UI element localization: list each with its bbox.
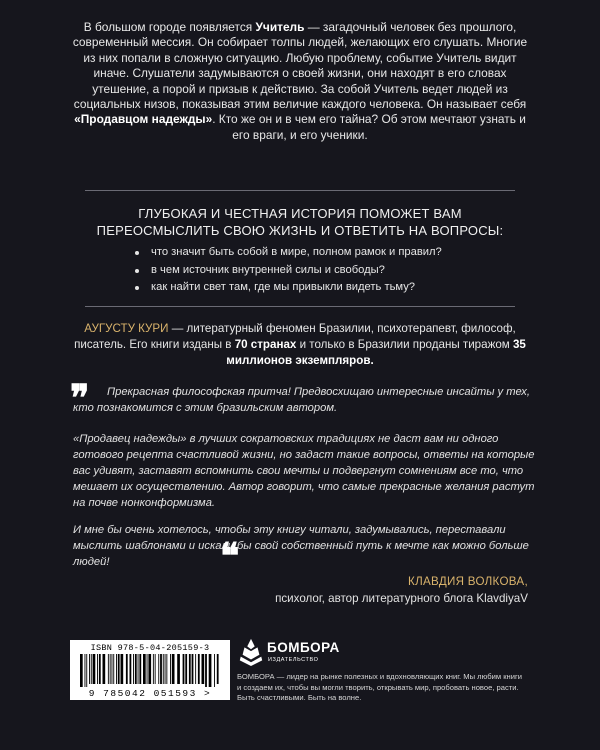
- barcode-bar: [99, 654, 101, 684]
- intro-heading: ГЛУБОКАЯ И ЧЕСТНАЯ ИСТОРИЯ ПОМОЖЕТ ВАМ ПЕРЕОСМЫСЛИТЬ СВОЮ ЖИЗНЬ И ОТВЕТИТЬ НА ВОПРОСЫ:: [96, 206, 504, 238]
- author-countries: 70 странах: [234, 337, 297, 351]
- barcode-bar: [138, 654, 139, 684]
- publisher-description: [237, 672, 527, 704]
- synopsis-bold-seller: «Продавцом надежды»: [74, 112, 213, 127]
- review-paragraph-1: [73, 384, 537, 416]
- author-bio-text: — литературный феномен Бразилии, психотерапевт, философ, писатель. Его книги изданы в: [74, 322, 516, 351]
- divider-middle: [85, 306, 515, 307]
- close-quote-icon: ❝: [220, 535, 240, 577]
- synopsis: [70, 20, 530, 143]
- review-text: Прекрасная философская притча! Предвосхищаю интересные инсайты у тех, кто познакомится с этим бразильским автором.: [73, 386, 530, 414]
- barcode-bar: [158, 654, 159, 684]
- synopsis-bold-teacher: Учитель: [255, 20, 305, 34]
- barcode-bar: [126, 654, 128, 684]
- barcode-bar: [189, 654, 191, 684]
- barcode-bar: [153, 654, 154, 684]
- barcode-bar: [205, 654, 207, 687]
- author-name: АУГУСТУ КУРИ: [84, 322, 169, 335]
- barcode-bar: [166, 654, 167, 684]
- barcode-bar: [130, 654, 132, 684]
- barcode-bar: [198, 654, 200, 684]
- barcode-bar: [118, 654, 120, 684]
- barcode-bar: [93, 654, 96, 684]
- barcode-bar: [217, 654, 219, 684]
- barcode-bar: [192, 654, 194, 684]
- reviewer-role: психолог, автор литературного блога KlavdiyaV: [275, 592, 528, 605]
- barcode-bar: [160, 654, 162, 684]
- barcode-bar: [148, 654, 151, 684]
- barcode-bar: [116, 654, 117, 684]
- question-item: что значит быть собой в мире, полном рамок и правил?: [135, 244, 442, 262]
- reviewer-name: КЛАВДИЯ ВОЛКОВА,: [408, 575, 528, 588]
- author-bio: [72, 321, 528, 368]
- publisher-name: БОМБОРА: [267, 640, 340, 655]
- barcode-bar: [195, 654, 196, 684]
- barcode-bar: [214, 654, 215, 687]
- barcode-digits: 9 785042 051593 >: [88, 688, 212, 699]
- question-item: как найти свет там, где мы привыкли видеть тьму?: [135, 279, 442, 297]
- barcode-bar: [202, 654, 205, 684]
- barcode-bar: [103, 654, 106, 684]
- barcode-bar: [113, 654, 114, 684]
- review-text: «Продавец надежды» в лучших сократовских традициях не даст вам ни одного готового рецепта счастливой жизни, но задаст такие вопросы, ответы на которые вас удивят, заставят вспомнить свои мечты и подвергнут сомнениям все то, что мешает их осуществлению. Автор говорит, что самые прекрасные желания растут на почве нонконформизма.: [73, 433, 535, 509]
- barcode-bar: [209, 654, 212, 687]
- publisher-desc-name: БОМБОРА: [237, 672, 275, 681]
- barcode-bar: [97, 654, 98, 684]
- barcode-bar: [108, 654, 109, 684]
- publisher-subtitle: ИЗДАТЕЛЬСТВО: [268, 657, 319, 663]
- barcode-bar: [165, 654, 166, 684]
- barcode-bar: [121, 654, 124, 684]
- barcode-bar: [139, 654, 141, 684]
- review-paragraph-2: [73, 431, 537, 511]
- barcode-bar: [80, 654, 83, 687]
- synopsis-text: — загадочный человек без прошлого, современный мессия. Он собирает толпы людей, желающих его слушать. Многие из них попали в сложную ситуацию. Любую проблему, событие Учитель видит иначе. Слушатели задумываются о своей жизни, они находят в его словах утешение, а порой и призыв к действию. За собой Учитель ведет людей из социальных низов, показывая этим величие каждого человека. Он называет себя: [72, 20, 528, 112]
- barcode-bar: [91, 654, 92, 684]
- barcode-bar: [147, 654, 148, 684]
- review-text: И мне бы очень хотелось, чтобы эту книгу читали, задумывались, переставали мыслить шаблонами и искали бы свой собственный путь к мечте как можно больше людей!: [73, 524, 529, 568]
- bombora-logo-icon: [237, 637, 265, 667]
- barcode-bar: [85, 654, 86, 687]
- isbn-text: ISBN 978-5-04-205159-3: [90, 643, 210, 653]
- barcode-bar: [183, 654, 185, 684]
- barcode-bar: [155, 654, 156, 684]
- question-item: в чем источник внутренней силы и свободы?: [135, 262, 442, 280]
- divider-top: [85, 190, 515, 191]
- author-copies: 35 миллионов экземпляров.: [226, 337, 526, 367]
- barcode-bar: [185, 654, 187, 684]
- publisher-desc-text: — лидер на рынке полезных и вдохновляющих книг. Мы любим книги и создаем их, чтобы вы могли творить, открывать мир, пробовать новое, расти. Быть счастливыми. Быть на волне.: [237, 672, 522, 702]
- author-bio-text: и только в Бразилии проданы тиражом: [296, 337, 513, 351]
- barcode-bar: [133, 654, 134, 684]
- barcode-bar: [112, 654, 113, 684]
- barcode-bar: [177, 654, 180, 684]
- barcode-bar: [89, 654, 90, 684]
- questions-list: [135, 244, 442, 297]
- barcode-bar: [170, 654, 171, 684]
- review-paragraph-3: [73, 522, 537, 570]
- reviewer-signature: [275, 573, 528, 607]
- barcode-bar: [135, 654, 137, 684]
- barcode-bar: [110, 654, 111, 684]
- barcode: [70, 640, 230, 700]
- open-quote-icon: ❞: [70, 377, 90, 419]
- barcode-bars: [80, 654, 220, 687]
- barcode-bar: [163, 654, 164, 684]
- synopsis-text: . Кто же он и в чем его тайна? Об этом мечтают узнать и его враги, и его ученики.: [212, 112, 526, 142]
- synopsis-text: В большом городе появляется: [83, 20, 256, 34]
- barcode-bar: [86, 654, 87, 687]
- barcode-bar: [172, 654, 175, 684]
- barcode-bar: [143, 654, 146, 684]
